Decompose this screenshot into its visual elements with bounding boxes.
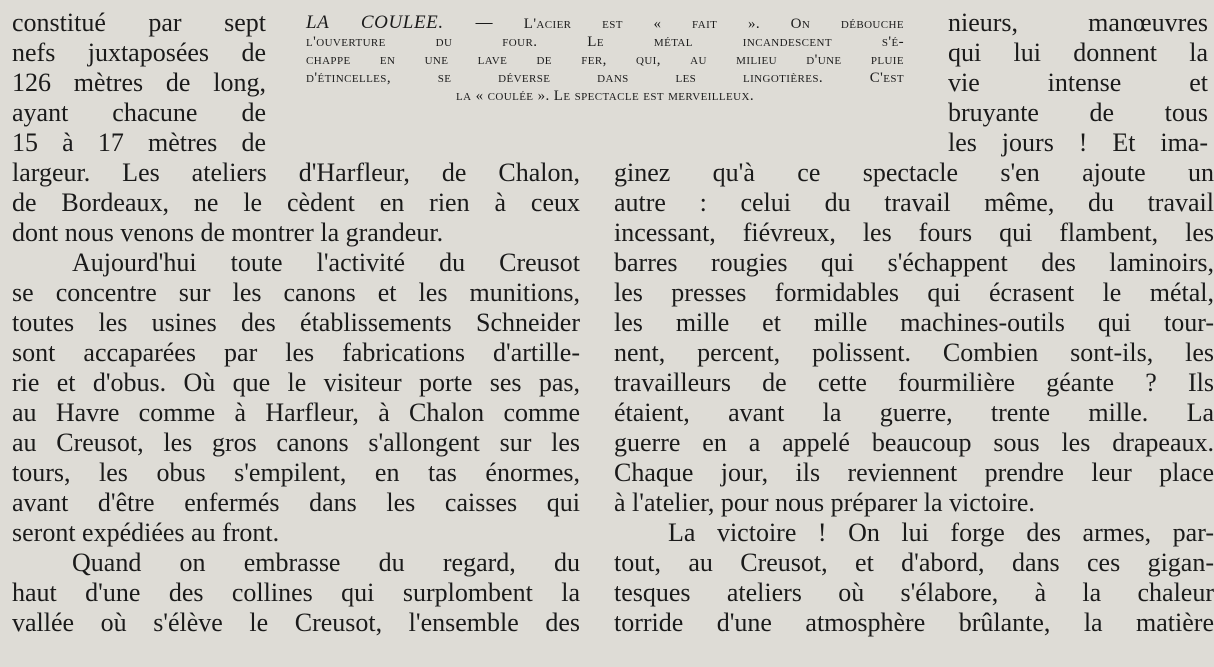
text-line: les jours ! Et ima- [948,128,1208,157]
text-line: 126 mètres de long, [12,68,266,97]
text-line: Quand on embrasse du regard, du [72,548,580,577]
text-line: bruyante de tous [948,98,1208,127]
text-line: seront expédiées au front. [12,518,280,547]
image-caption [306,14,904,105]
text-line: guerre en a appelé beaucoup sous les drapeaux. [614,428,1214,457]
caption-line: L'acier est « fait ». On débouche [493,16,904,32]
text-line: tesques ateliers où s'élabore, à la chaleur [614,578,1214,607]
text-line: Chaque jour, ils reviennent prendre leur place [614,458,1214,487]
text-line: nieurs, manœuvres [948,8,1208,37]
text-line: tours, les obus s'empilent, en tas énormes, [12,458,580,487]
text-line: haut d'une des collines qui surplombent la [12,578,580,607]
text-line: Aujourd'hui toute l'activité du Creusot [72,248,580,277]
text-line: avant d'être enfermés dans les caisses qui [12,488,580,517]
caption-line: l'ouverture du four. Le métal incandescent s'é- [306,34,904,50]
text-line: barres rougies qui s'échappent des laminoirs, [614,248,1214,277]
text-line: nefs juxtaposées de [12,38,266,67]
text-line: sont accaparées par les fabrications d'artille- [12,338,580,367]
text-line: de Bordeaux, ne le cèdent en rien à ceux [12,188,580,217]
text-line: 15 à 17 mètres de [12,128,266,157]
text-line: tout, au Creusot, et d'abord, dans ces gigan- [614,548,1214,577]
text-line: autre : celui du travail même, du travail [614,188,1214,217]
text-line: vie intense et [948,68,1208,97]
text-line: rie et d'obus. Où que le visiteur porte ses pas, [12,368,580,397]
text-line: travailleurs de cette fourmilière géante ? Ils [614,368,1214,397]
text-line: étaient, avant la guerre, trente mille. La [614,398,1214,427]
caption-line: la « coulée ». Le spectacle est merveilleux. [455,88,754,104]
text-line: largeur. Les ateliers d'Harfleur, de Chalon, [12,158,580,187]
text-line: au Creusot, les gros canons s'allongent sur les [12,428,580,457]
text-line: les presses formidables qui écrasent le métal, [614,278,1214,307]
caption-line: chappe en une lave de fer, qui, au milieu d'une pluie [306,52,904,68]
text-line: toutes les usines des établissements Schneider [12,308,580,337]
text-line: dont nous venons de montrer la grandeur. [12,218,444,247]
text-line: constitué par sept [12,8,266,37]
caption-lead: LA COULEE. — [306,12,494,33]
text-line: vallée où s'élève le Creusot, l'ensemble des [12,608,580,637]
caption-line: d'étincelles, se déverse dans les lingotières. C'est [306,70,904,86]
text-line: torride d'une atmosphère brûlante, la matière [614,608,1214,637]
text-line: ayant chacune de [12,98,266,127]
text-line: se concentre sur les canons et les munitions, [12,278,580,307]
text-line: nent, percent, polissent. Combien sont-ils, les [614,338,1214,367]
text-line: incessant, fiévreux, les fours qui flambent, les [614,218,1214,247]
text-line: ginez qu'à ce spectacle s'en ajoute un [614,158,1214,187]
text-line: à l'atelier, pour nous préparer la victoire. [614,488,1035,517]
text-line: La victoire ! On lui forge des armes, par- [668,518,1214,547]
text-line: qui lui donnent la [948,38,1208,67]
text-line: au Havre comme à Harfleur, à Chalon comme [12,398,580,427]
text-line: les mille et mille machines-outils qui tour- [614,308,1214,337]
